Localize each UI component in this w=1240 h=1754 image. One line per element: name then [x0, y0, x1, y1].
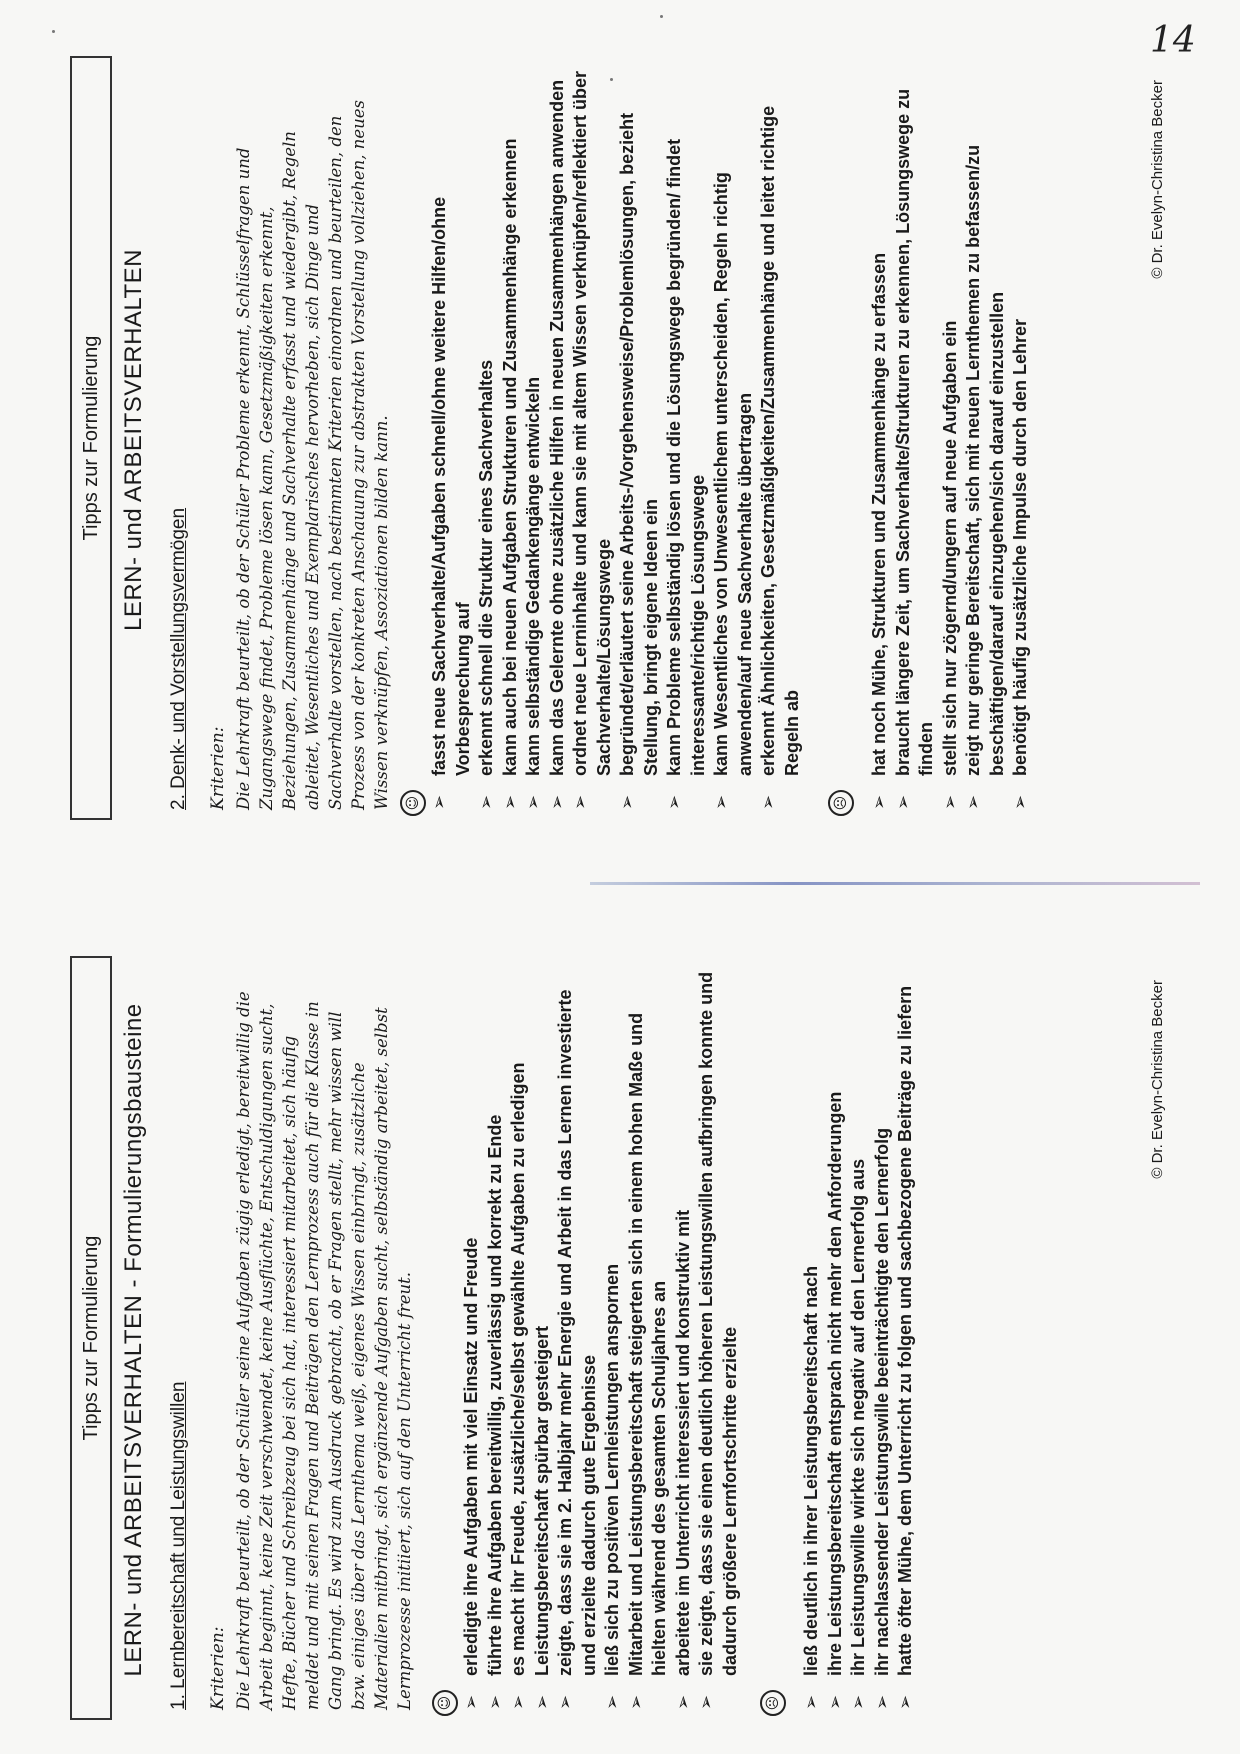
list-item: ➢ es macht ihr Freude, zusätzliche/selbst gewählte Aufgaben zu erledigen [507, 970, 531, 1710]
page-title: LERN- und ARBEITSVERHALTEN - Formulierungsbausteine [120, 1003, 147, 1677]
list-item: ➢ führte ihre Aufgaben bereitwillig, zuverlässig und korrekt zu Ende [484, 970, 508, 1710]
section-heading: 2. Denk- und Vorstellungsvermögen [168, 507, 189, 810]
list-item: ➢ kann selbständige Gedankengänge entwickeln [522, 70, 546, 810]
list-item: ➢ ließ sich zu positiven Lernleistungen anspornen [601, 970, 625, 1710]
list-item: ➢ begründet/erläutert seine Arbeits-/Vorgehensweise/Problemlösungen, bezieht Stellung, bringt eigene Ideen ein [616, 70, 663, 810]
criteria-text: Die Lehrkraft beurteilt, ob der Schüler Probleme erkennt, Schlüsselfragen und Zugangswege findet, Probleme lösen kann, Gesetzmäßigkeiten erkennt, Beziehungen, Zusammenhänge und Sachverhalte erfasst und wiedergibt, Regeln ableitet, Wesentliches und Exemplarisches hervorheben, sich Dinge und Sachverhalte vorstellen, nach bestimmten Kriterien einordnen und beurteilen, den Prozess von der konkreten Anschauung zur abstrakten Vorstellung vollziehen, neues Wissen verknüpfen, Assoziationen bilden kann. [234, 100, 391, 810]
page-denkvermoegen [60, 40, 1210, 840]
list-item: ➢ fasst neue Sachverhalte/Aufgaben schnell/ohne weitere Hilfen/ohne Vorbesprechung auf [428, 70, 475, 810]
scan-speck [660, 15, 663, 18]
list-item: ➢ Mitarbeit und Leistungsbereitschaft steigerten sich in einem hohen Maße und hielten während des gesamten Schuljahres an [625, 970, 672, 1710]
page-number: 14 [1150, 20, 1196, 61]
positive-list [460, 970, 742, 1710]
smiley-happy-icon: ☺ [400, 790, 426, 816]
list-item: ➢ braucht längere Zeit, um Sachverhalte/Strukturen zu erkennen, Lösungswege zu finden [892, 70, 939, 810]
criteria-label: Kriterien: [208, 726, 228, 810]
negative-list [800, 970, 918, 1710]
copyright-footer: © Dr. Evelyn-Christina Becker [1149, 80, 1166, 279]
list-item: ➢ erkennt Ähnlichkeiten, Gesetzmäßigkeiten/Zusammenhänge und leitet richtige Regeln ab [757, 70, 804, 810]
list-item: ➢ benötigt häufig zusätzliche Impulse durch den Lehrer [1009, 70, 1033, 810]
criteria-text: Die Lehrkraft beurteilt, ob der Schüler seine Aufgaben zügig erledigt, bereitwillig die Arbeit beginnt, keine Zeit verschwendet, keine Ausflüchte, Entschuldigungen sucht, Hefte, Bücher und Schreibzeug bei sich hat, interessiert mitarbeitet, sich häufig meldet und mit seinen Fragen und Beiträgen den Lernprozess auch für die Klasse in Gang bringt. Es wird zum Ausdruck gebracht, ob er Fragen stellt, mehr wissen will bzw. einiges über das Lernthema weiß, eigenes Wissen einbringt, zusätzliche Materialien mitbringt, sich ergänzende Aufgaben sucht, selbständig arbeitet, selbst Lernprozesse initiiert, sich auf den Unterricht freut. [234, 991, 414, 1710]
list-item: ➢ stellt sich nur zögernd/ungern auf neue Aufgaben ein [939, 70, 963, 810]
list-item: ➢ sie zeigte, dass sie einen deutlich höheren Leistungswillen aufbringen konnte und dadurch größere Lernfortschritte erzielte [695, 970, 742, 1710]
list-item: ➢ erledigte ihre Aufgaben mit viel Einsatz und Freude [460, 970, 484, 1710]
list-item: ➢ Leistungsbereitschaft spürbar gesteigert [531, 970, 555, 1710]
fold-divider [590, 882, 1200, 885]
page-header: Tipps zur Formulierung [70, 956, 112, 1720]
section-heading: 1. Lernbereitschaft und Leistungswillen [168, 1381, 189, 1710]
list-item: ➢ kann das Gelernte ohne zusätzliche Hilfen in neuen Zusammenhängen anwenden [546, 70, 570, 810]
list-item: ➢ ordnet neue Lerninhalte und kann sie mit altem Wissen verknüpfen/reflektiert über Sachverhalte/Lösungswege [569, 70, 616, 810]
list-item: ➢ kann Wesentliches von Unwesentlichem unterscheiden, Regeln richtig anwenden/auf neue Sachverhalte übertragen [710, 70, 757, 810]
scan-speck [52, 30, 55, 33]
list-item: ➢ ihr Leistungswille wirkte sich negativ auf den Lernerfolg aus [847, 970, 871, 1710]
list-item: ➢ kann auch bei neuen Aufgaben Strukturen und Zusammenhänge erkennen [499, 70, 523, 810]
criteria-label: Kriterien: [208, 1626, 228, 1710]
smiley-happy-icon: ☺ [432, 1690, 458, 1716]
smiley-sad-icon: ☹ [828, 790, 854, 816]
page-lernbereitschaft [60, 940, 1210, 1740]
list-item: ➢ ließ deutlich in ihrer Leistungsbereitschaft nach [800, 970, 824, 1710]
list-item: ➢ ihr nachlassender Leistungswille beeinträchtigte den Lernerfolg [871, 970, 895, 1710]
list-item: ➢ hatte öfter Mühe, dem Unterricht zu folgen und sachbezogene Beiträge zu liefern [894, 970, 918, 1710]
list-item: ➢ arbeitete im Unterricht interessiert und konstruktiv mit [672, 970, 696, 1710]
list-item: ➢ zeigt nur geringe Bereitschaft, sich mit neuen Lernthemen zu befassen/zu beschäftigen/darauf einzugehen/sich darauf einzustellen [962, 70, 1009, 810]
list-item: ➢ erkennt schnell die Struktur eines Sachverhaltes [475, 70, 499, 810]
list-item: ➢ zeigte, dass sie im 2. Halbjahr mehr Energie und Arbeit in das Lernen investierte und erzielte dadurch gute Ergebnisse [554, 970, 601, 1710]
copyright-footer: © Dr. Evelyn-Christina Becker [1149, 980, 1166, 1179]
page-title: LERN- und ARBEITSVERHALTEN [120, 249, 147, 632]
negative-list [868, 70, 1033, 810]
positive-list [428, 70, 804, 810]
list-item: ➢ ihre Leistungsbereitschaft entsprach nicht mehr den Anforderungen [824, 970, 848, 1710]
page-header: Tipps zur Formulierung [70, 56, 112, 820]
list-item: ➢ kann Probleme selbständig lösen und die Lösungswege begründen/ findet interessante/richtige Lösungswege [663, 70, 710, 810]
list-item: ➢ hat noch Mühe, Strukturen und Zusammenhänge zu erfassen [868, 70, 892, 810]
smiley-sad-icon: ☹ [760, 1690, 786, 1716]
